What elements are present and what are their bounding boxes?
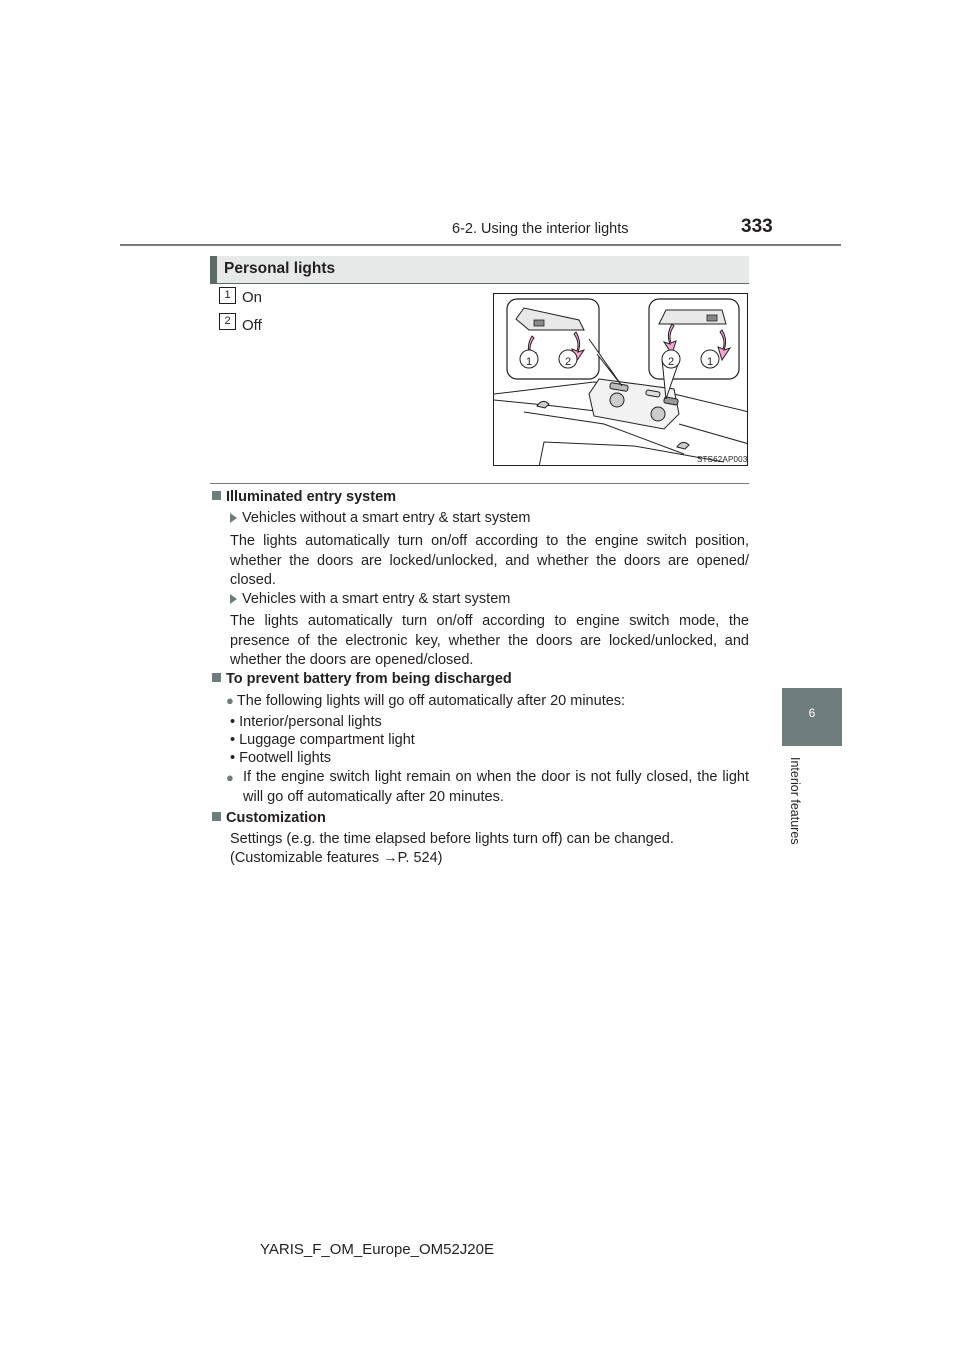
subheading-without-key: Vehicles without a smart entry & start system bbox=[230, 509, 531, 529]
section-bar-accent bbox=[210, 256, 217, 283]
document-code: YARIS_F_OM_Europe_OM52J20E bbox=[260, 1241, 495, 1258]
battery-bullet-1: ● The following lights will go off automatically after 20 minutes: bbox=[226, 693, 626, 709]
item-number-box: 1 bbox=[219, 287, 236, 304]
figure-callout-2-left: 2 bbox=[564, 356, 572, 368]
circle-bullet-icon: ● bbox=[226, 770, 234, 785]
triangle-bullet-icon bbox=[230, 513, 237, 523]
figure-code: STS62AP003 bbox=[697, 455, 748, 464]
battery-sub-item: • Luggage compartment light bbox=[230, 732, 415, 748]
arrow-icon: → bbox=[383, 850, 398, 866]
personal-lights-illustration bbox=[493, 293, 748, 466]
customization-line-1: Settings (e.g. the time elapsed before lights turn off) can be changed. bbox=[230, 831, 674, 847]
subheading-with-key: Vehicles with a smart entry & start system bbox=[230, 590, 510, 610]
section-underline bbox=[210, 283, 749, 284]
triangle-bullet-icon bbox=[230, 594, 237, 604]
chapter-tab-number: 6 bbox=[808, 706, 816, 720]
figure-callout-1-left: 1 bbox=[525, 356, 533, 368]
figure-rule bbox=[210, 483, 749, 484]
heading-customization: Customization bbox=[212, 809, 326, 829]
battery-sub-item: • Footwell lights bbox=[230, 750, 331, 766]
square-bullet-icon bbox=[212, 491, 221, 500]
square-bullet-icon bbox=[212, 673, 221, 682]
battery-sub-item: • Interior/personal lights bbox=[230, 714, 382, 730]
customization-line-2: (Customizable features →P. 524) bbox=[230, 850, 443, 866]
page-number: 333 bbox=[741, 216, 773, 237]
illustration-drawing bbox=[494, 294, 748, 466]
paragraph-with-key: The lights automatically turn on/off according to engine switch mode, the presence of the electronic key, whether the doors are locked/unlocked, and whether the doors are opened/closed. bbox=[230, 613, 749, 668]
paragraph-without-key: The lights automatically turn on/off according to the engine switch position, whether the doors are locked/unlocked, and whether the doors are opened/ closed. bbox=[230, 533, 749, 588]
item-label-off: Off bbox=[242, 317, 262, 334]
page-reference-link[interactable]: P. 524) bbox=[397, 850, 443, 866]
figure-callout-2-right: 2 bbox=[667, 356, 675, 368]
item-label-on: On bbox=[242, 289, 263, 306]
figure-callout-1-right: 1 bbox=[706, 356, 714, 368]
header-section-title: 6-2. Using the interior lights bbox=[452, 221, 629, 237]
circle-bullet-icon: ● bbox=[226, 693, 234, 708]
item-number-box: 2 bbox=[219, 313, 236, 330]
header-rule bbox=[120, 244, 841, 246]
chapter-label bbox=[784, 757, 802, 867]
battery-bullet-2: If the engine switch light remain on when the door is not fully closed, the light will go off automatically after 20 minutes. bbox=[243, 769, 749, 805]
square-bullet-icon bbox=[212, 812, 221, 821]
heading-battery: To prevent battery from being discharged bbox=[212, 670, 512, 690]
heading-illuminated-entry: Illuminated entry system bbox=[212, 488, 396, 508]
section-title: Personal lights bbox=[224, 260, 336, 277]
chapter-label-text: Interior features bbox=[788, 757, 802, 845]
